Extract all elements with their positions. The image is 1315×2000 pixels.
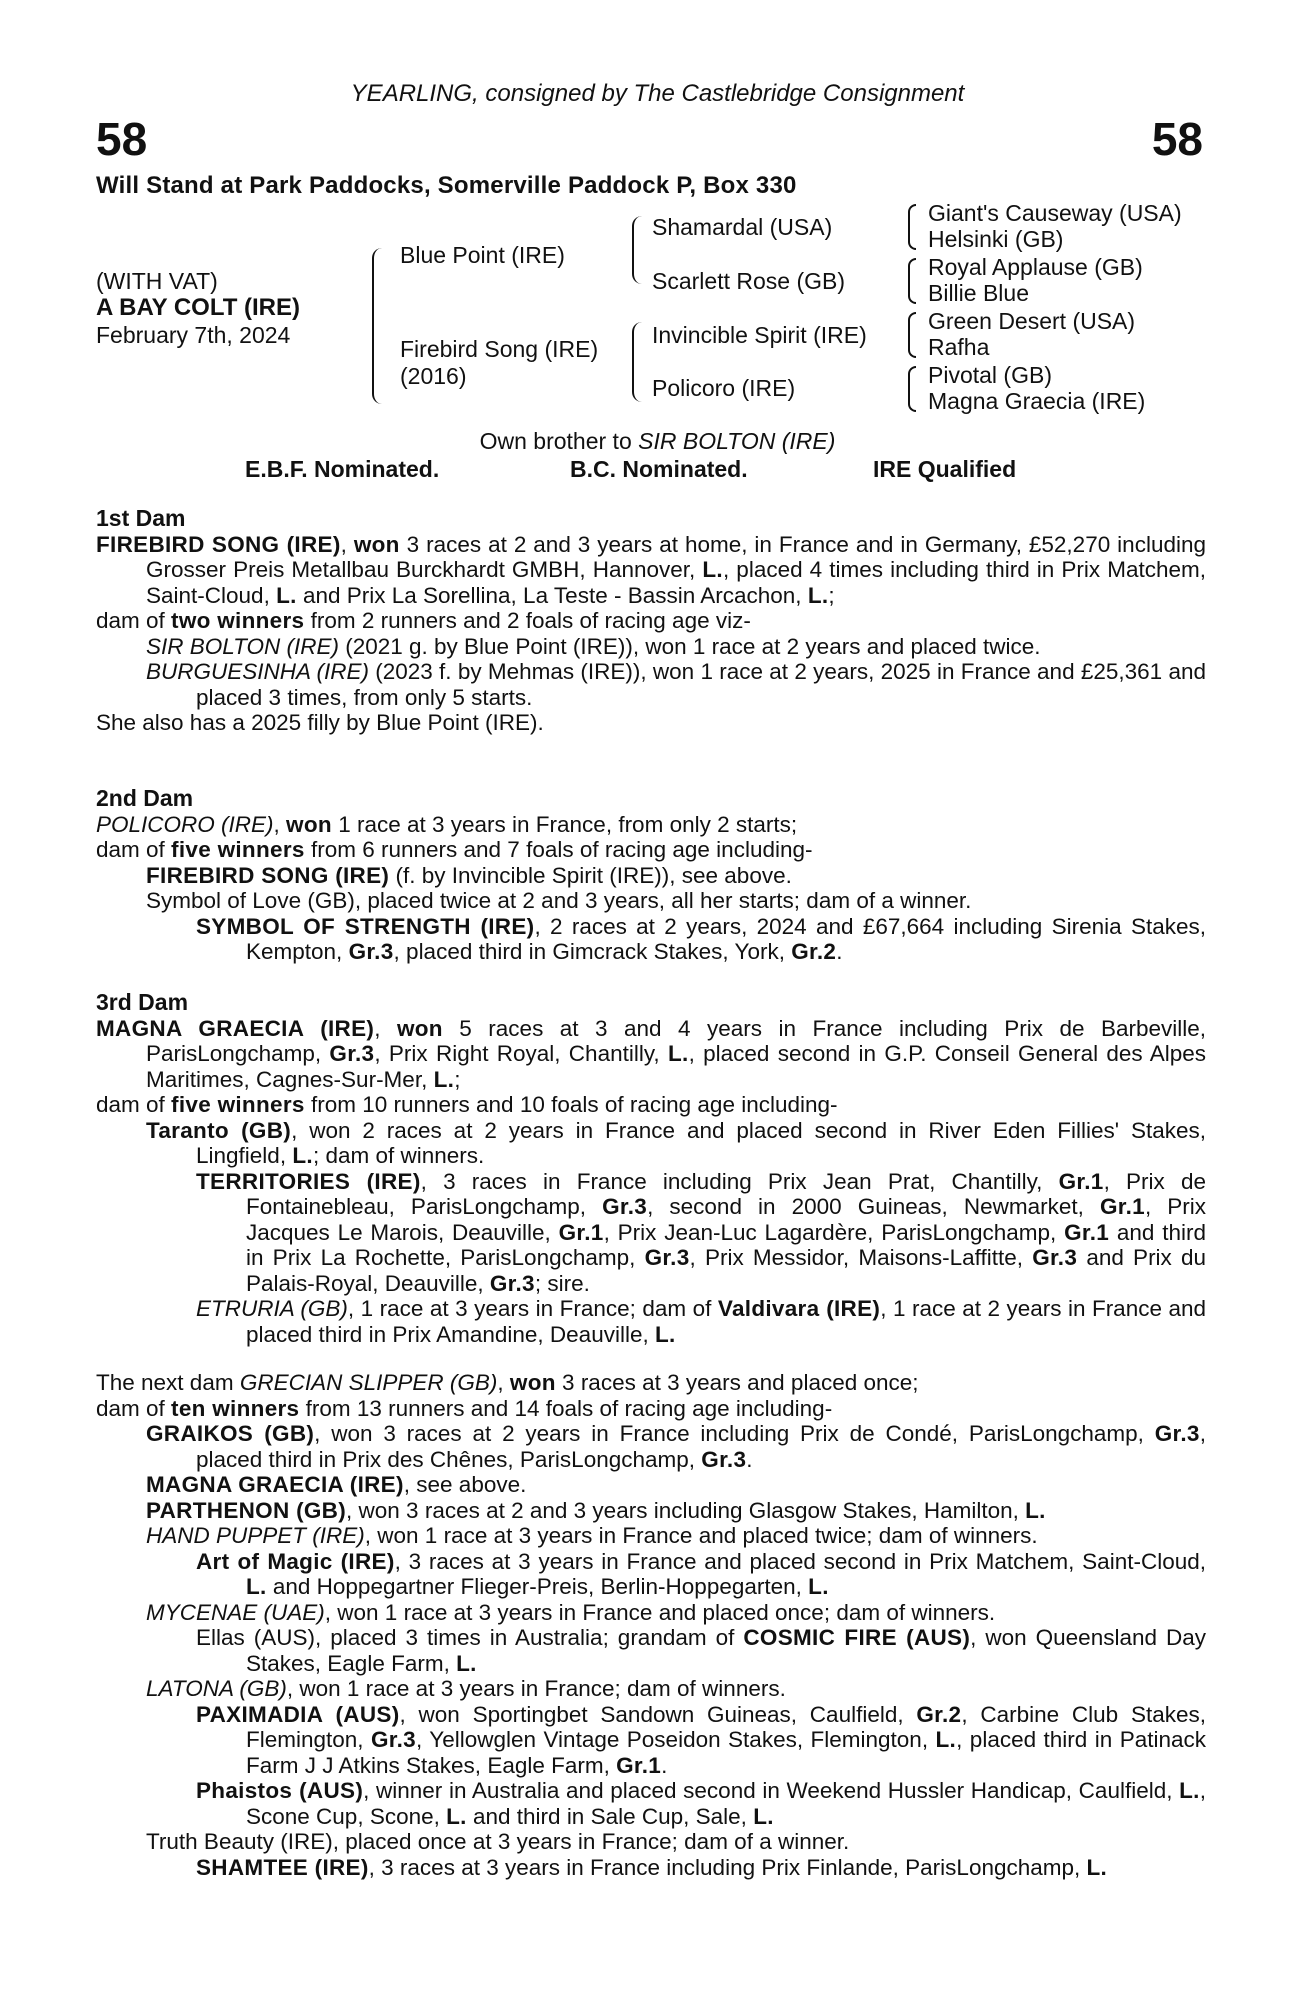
pedigree-bracket-main	[372, 248, 384, 404]
first-dam-heading: 1st Dam	[96, 505, 186, 531]
consignment-line: YEARLING, consigned by The Castlebridge Consignment	[350, 80, 965, 107]
sibling-note: Own brother to SIR BOLTON (IRE)	[479, 428, 836, 454]
stand-location: Will Stand at Park Paddocks, Somerville Paddock P, Box 330	[96, 172, 797, 199]
ebf-nomination: E.B.F. Nominated.	[245, 456, 440, 482]
pedigree-dam: Firebird Song (IRE)	[400, 336, 599, 362]
second-dam-section: 2nd Dam POLICORO (IRE), won 1 race at 3 years in France, from only 2 starts; dam of five winners from 6 runners and 7 foals of racing age including- FIREBIRD SONG (IRE) (f. by Invincible Spirit (IRE)), see above. Symbol of Love (GB), placed twice at 2 and 3 years, all her starts; dam of a winner. SYMBOL OF STRENGTH (IRE), 2 races at 2 years, 2024 and £67,664 including Sirenia Stakes, Kempton, Gr.3, placed third in Gimcrack Stakes, York, Gr.2.	[96, 785, 1206, 964]
pedigree-g3-4: Billie Blue	[928, 280, 1029, 306]
foaling-date: February 7th, 2024	[96, 322, 291, 348]
pedigree-g3-7: Pivotal (GB)	[928, 362, 1052, 388]
bc-nomination: B.C. Nominated.	[570, 456, 748, 482]
pedigree-bracket-g4	[908, 366, 916, 412]
vat-note: (WITH VAT)	[96, 268, 218, 294]
pedigree-bracket-g1	[908, 204, 916, 250]
pedigree-g3-5: Green Desert (USA)	[928, 308, 1136, 334]
second-dam-heading: 2nd Dam	[96, 785, 194, 811]
pedigree-bracket-dam	[632, 322, 642, 402]
sibling-name: SIR BOLTON (IRE)	[638, 428, 836, 454]
pedigree-sire-dam: Scarlett Rose (GB)	[652, 268, 845, 294]
pedigree-sire: Blue Point (IRE)	[400, 242, 565, 268]
pedigree-g3-2: Helsinki (GB)	[928, 226, 1064, 252]
pedigree-bracket-g2	[908, 258, 916, 304]
pedigree-sire-sire: Shamardal (USA)	[652, 214, 833, 240]
pedigree-dam-sire: Invincible Spirit (IRE)	[652, 322, 867, 348]
horse-name: A BAY COLT (IRE)	[96, 294, 301, 321]
lot-number-left: 58	[96, 113, 148, 165]
pedigree-g3-8: Magna Graecia (IRE)	[928, 388, 1146, 414]
pedigree-bracket-g3	[908, 312, 916, 358]
third-dam-heading: 3rd Dam	[96, 989, 189, 1015]
pedigree-dam-dam: Policoro (IRE)	[652, 375, 796, 401]
pedigree-bracket-sire	[632, 216, 642, 284]
next-dam-section: The next dam GRECIAN SLIPPER (GB), won 3 races at 3 years and placed once; dam of ten winners from 13 runners and 14 foals of racing age including- GRAIKOS (GB), won 3 races at 2 years in France including Prix de Condé, ParisLongchamp, Gr.3, placed third in Prix des Chênes, ParisLongchamp, Gr.3. MAGNA GRAECIA (IRE), see above. PARTHENON (GB), won 3 races at 2 and 3 years including Glasgow Stakes, Hamilton, L. HAND PUPPET (IRE), won 1 race at 3 years in France and placed twice; dam of winners. Art of Magic (IRE), 3 races at 3 years in France and placed second in Prix Matchem, Saint-Cloud, L. and Hoppegartner Flieger-Preis, Berlin-Hoppegarten, L. MYCENAE (UAE), won 1 race at 3 years in France and placed once; dam of winners. Ellas (AUS), placed 3 times in Australia; grandam of COSMIC FIRE (AUS), won Queensland Day Stakes, Eagle Farm, L. LATONA (GB), won 1 race at 3 years in France; dam of winners. PAXIMADIA (AUS), won Sportingbet Sandown Guineas, Caulfield, Gr.2, Carbine Club Stakes, Flemington, Gr.3, Yellowglen Vintage Poseidon Stakes, Flemington, L., placed third in Patinack Farm J J Atkins Stakes, Eagle Farm, Gr.1. Phaistos (AUS), winner in Australia and placed second in Weekend Hussler Handicap, Caulfield, L., Scone Cup, Scone, L. and third in Sale Cup, Sale, L. Truth Beauty (IRE), placed once at 3 years in France; dam of a winner. SHAMTEE (IRE), 3 races at 3 years in France including Prix Finlande, ParisLongchamp, L.	[96, 1370, 1206, 1880]
pedigree-dam-year: (2016)	[400, 363, 467, 389]
ire-qualified: IRE Qualified	[873, 456, 1017, 482]
lot-number-right: 58	[1151, 113, 1203, 165]
first-dam-section: 1st Dam FIREBIRD SONG (IRE), won 3 races at 2 and 3 years at home, in France and in Germany, £52,270 including Grosser Preis Metallbau Burckhardt GMBH, Hannover, L., placed 4 times including third in Prix Matchem, Saint-Cloud, L. and Prix La Sorellina, La Teste - Bassin Arcachon, L.; dam of two winners from 2 runners and 2 foals of racing age viz- SIR BOLTON (IRE) (2021 g. by Blue Point (IRE)), won 1 race at 2 years and placed twice. BURGUESINHA (IRE) (2023 f. by Mehmas (IRE)), won 1 race at 2 years, 2025 in France and £25,361 and placed 3 times, from only 5 starts. She also has a 2025 filly by Blue Point (IRE).	[96, 505, 1207, 735]
pedigree-g3-3: Royal Applause (GB)	[928, 254, 1143, 280]
pedigree-g3-6: Rafha	[928, 334, 990, 360]
third-dam-section: 3rd Dam MAGNA GRAECIA (IRE), won 5 races at 3 and 4 years in France including Prix de Barbeville, ParisLongchamp, Gr.3, Prix Right Royal, Chantilly, L., placed second in G.P. Conseil General des Alpes Maritimes, Cagnes-Sur-Mer, L.; dam of five winners from 10 runners and 10 foals of racing age including- Taranto (GB), won 2 races at 2 years in France and placed second in River Eden Fillies' Stakes, Lingfield, L.; dam of winners. TERRITORIES (IRE), 3 races in France including Prix Jean Prat, Chantilly, Gr.1, Prix de Fontainebleau, ParisLongchamp, Gr.3, second in 2000 Guineas, Newmarket, Gr.1, Prix Jacques Le Marois, Deauville, Gr.1, Prix Jean-Luc Lagardère, ParisLongchamp, Gr.1 and third in Prix La Rochette, ParisLongchamp, Gr.3, Prix Messidor, Maisons-Laffitte, Gr.3 and Prix du Palais-Royal, Deauville, Gr.3; sire. ETRURIA (GB), 1 race at 3 years in France; dam of Valdivara (IRE), 1 race at 2 years in France and placed third in Prix Amandine, Deauville, L.	[96, 989, 1207, 1347]
pedigree-g3-1: Giant's Causeway (USA)	[928, 200, 1182, 226]
